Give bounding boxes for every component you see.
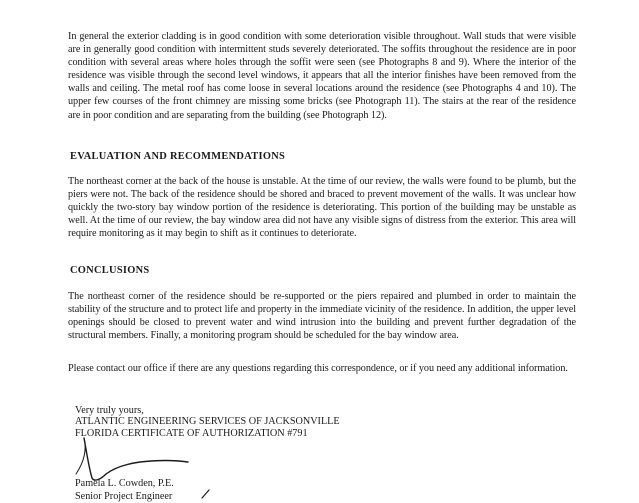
- contact-paragraph: Please contact our office if there are any questions regarding this correspondence, or if you need any additional information.: [68, 363, 568, 374]
- signer-name: Pamela L. Cowden, P.E.: [75, 478, 174, 489]
- company-name: ATLANTIC ENGINEERING SERVICES OF JACKSONVILLE: [75, 416, 340, 427]
- evaluation-heading: EVALUATION AND RECOMMENDATIONS: [70, 151, 286, 162]
- conclusions-paragraph: The northeast corner of the residence should be re-supported or the piers repaired and plumbed in order to maintain the stability of the structure and to protect life and property in the immediate vicinity of the residence. In addition, the upper level openings should be closed to prevent water and wind intrusion into the building and prevent further degradation of the structural members. Finally, a monitoring program should be scheduled for the bay window area.: [68, 291, 576, 342]
- evaluation-paragraph: The northeast corner at the back of the house is unstable. At the time of our review, the walls were found to be plumb, but the piers were not. The back of the residence should be shored and braced to prevent movement of the walls. It was unclear how quickly the two-story bay window portion of the residence is deteriorating. This portion of the building may be unstable as well. At the time of our review, the bay window area did not have any visible signs of distress from the exterior. This area will require monitoring as it may begin to shift as it continues to deteriorate.: [68, 176, 576, 240]
- pen-mark: [200, 488, 214, 500]
- condition-paragraph: In general the exterior cladding is in good condition with some deterioration visible throughout. Wall studs that were visible are in generally good condition with intermittent studs severely deteriorated. The soffits throughout the residence are in poor condition with several areas where holes through the soffit were seen (see Photographs 8 and 9). Where the interior of the residence was visible through the second level windows, it appears that all the interior finishes have been removed from the walls and ceiling. The metal roof has come loose in several locations around the residence (see Photographs 4 and 10). The upper few courses of the front chimney are missing some bricks (see Photograph 11). The stairs at the rear of the residence are in poor condition and are separating from the building (see Photograph 12).: [68, 31, 576, 121]
- certificate-line: FLORIDA CERTIFICATE OF AUTHORIZATION #791: [75, 428, 308, 439]
- conclusions-heading: CONCLUSIONS: [70, 265, 150, 276]
- signer-title: Senior Project Engineer: [75, 491, 173, 502]
- salutation: Very truly yours,: [75, 405, 144, 416]
